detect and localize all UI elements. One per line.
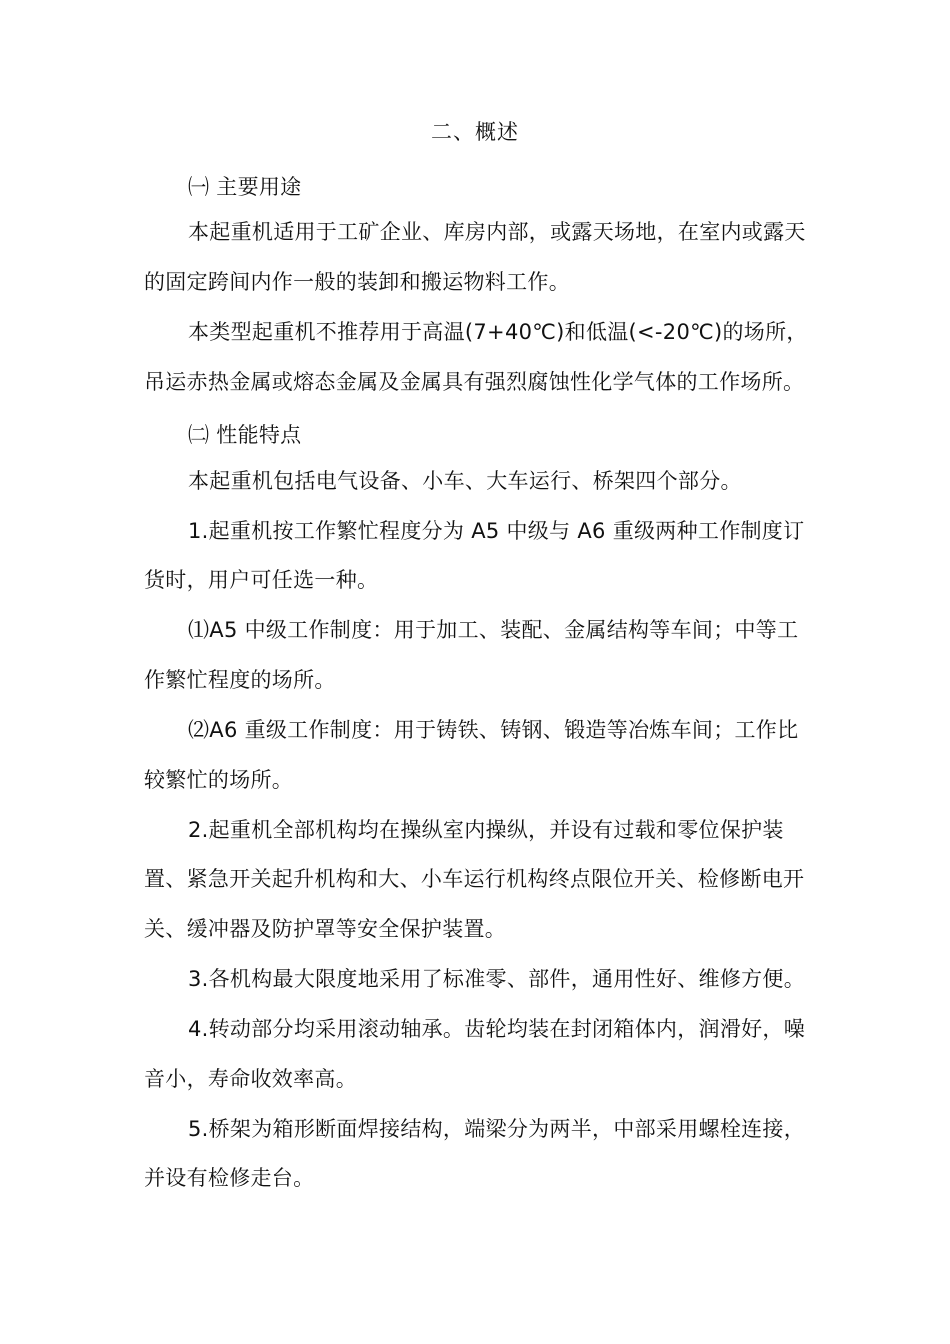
paragraph-line: 作繁忙程度的场所。 (144, 668, 336, 692)
paragraph-line: 吊运赤热金属或熔态金属及金属具有强烈腐蚀性化学气体的工作场所。 (144, 370, 805, 394)
page-title: 二、概述 (431, 120, 519, 144)
paragraph-line: 货时，用户可任选一种。 (144, 568, 379, 592)
paragraph-line: 并设有检修走台。 (144, 1166, 315, 1190)
paragraph-line: 5.桥架为箱形断面焊接结构，端梁分为两半，中部采用螺栓连接， (188, 1117, 806, 1141)
paragraph-line: 本起重机包括电气设备、小车、大车运行、桥架四个部分。 (188, 469, 742, 493)
paragraph-line: 本起重机适用于工矿企业、库房内部，或露天场地，在室内或露天 (188, 220, 806, 244)
paragraph-line: 的固定跨间内作一般的装卸和搬运物料工作。 (144, 270, 570, 294)
paragraph-line: ⑵A6 重级工作制度：用于铸铁、铸钢、锻造等冶炼车间；工作比 (188, 718, 799, 742)
paragraph-line: 2.起重机全部机构均在操纵室内操纵，并设有过载和零位保护装 (188, 818, 784, 842)
paragraph-line: 置、紧急开关起升机构和大、小车运行机构终点限位开关、检修断电开 (144, 867, 805, 891)
paragraph-line: 本类型起重机不推荐用于高温(7+40℃)和低温(<-20℃)的场所， (188, 320, 808, 344)
section-heading-features: ㈡ 性能特点 (188, 423, 302, 447)
section-heading-usage: ㈠ 主要用途 (188, 175, 302, 199)
paragraph-line: 较繁忙的场所。 (144, 768, 294, 792)
paragraph-line: 3.各机构最大限度地采用了标准零、部件，通用性好、维修方便。 (188, 967, 806, 991)
paragraph-line: 1.起重机按工作繁忙程度分为 A5 中级与 A6 重级两种工作制度订 (188, 519, 805, 543)
paragraph-line: ⑴A5 中级工作制度：用于加工、装配、金属结构等车间；中等工 (188, 618, 799, 642)
paragraph-line: 音小，寿命收效率高。 (144, 1067, 357, 1091)
paragraph-line: 关、缓冲器及防护罩等安全保护装置。 (144, 917, 507, 941)
paragraph-line: 4.转动部分均采用滚动轴承。齿轮均装在封闭箱体内，润滑好，噪 (188, 1017, 806, 1041)
